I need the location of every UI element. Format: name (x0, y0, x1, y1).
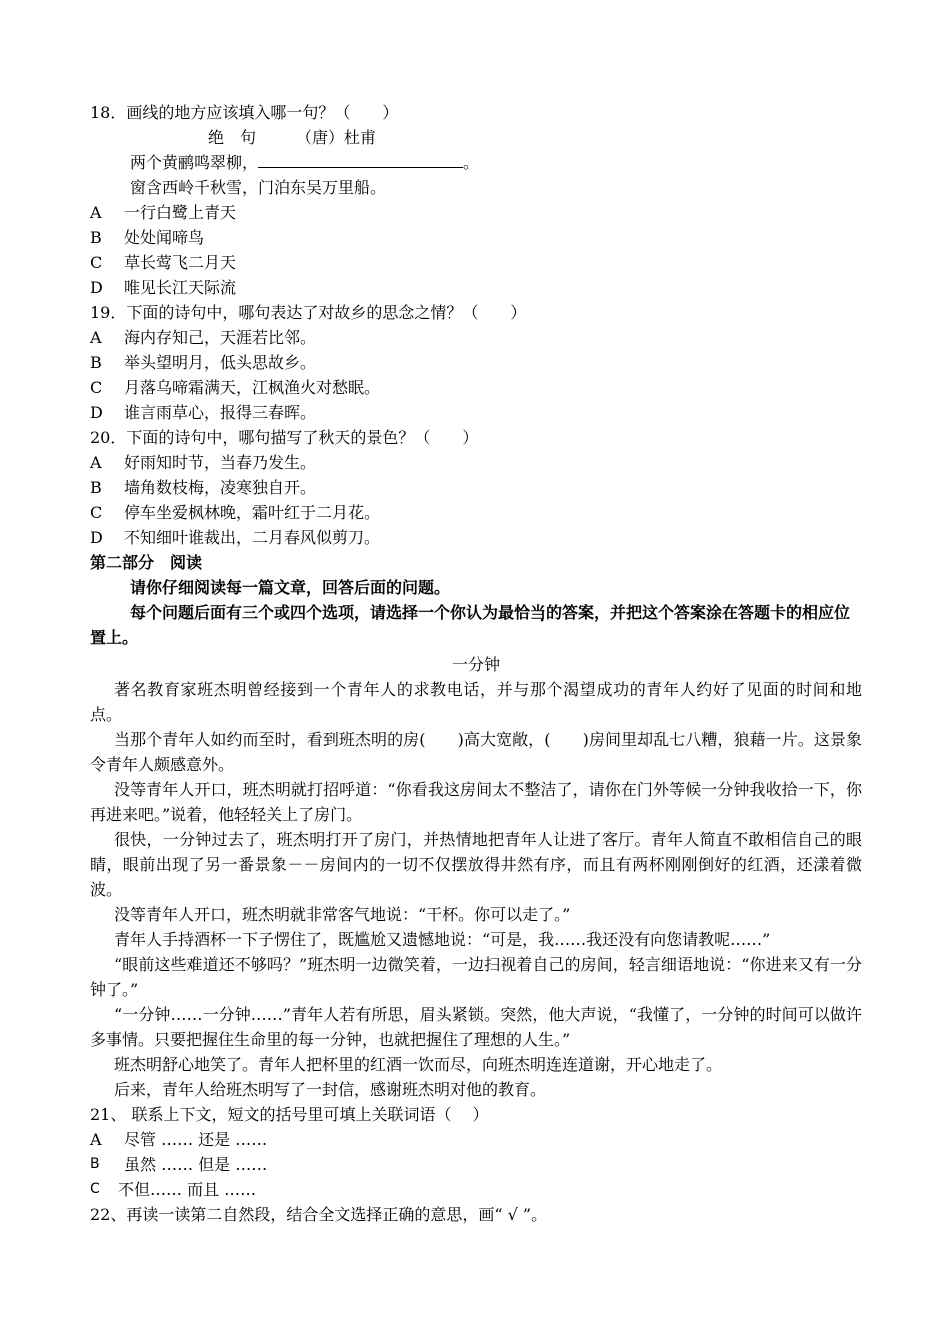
option-19-d[interactable] (90, 400, 862, 425)
option-letter: C (90, 253, 103, 272)
option-text: 举头望明月，低头思故乡。 (124, 353, 317, 372)
question-20-stem: 20．下面的诗句中，哪句描写了秋天的景色？（ ） (90, 428, 479, 447)
article-paragraph-7: “眼前这些难道还不够吗？”班杰明一边微笑着，一边扫视着自己的房间，轻言细语地说：“你进来又有一分钟了。” (90, 955, 862, 999)
part-2-heading: 第二部分 阅读 (90, 553, 203, 572)
option-21-a[interactable] (90, 1127, 862, 1152)
option-20-c[interactable] (90, 500, 862, 525)
option-18-a[interactable] (90, 200, 862, 225)
option-text: 唯见长江天际流 (124, 278, 237, 297)
option-text: 虽然 …… 但是 …… (124, 1155, 268, 1174)
option-letter: A (90, 203, 102, 222)
poem-title: 绝 句 (208, 128, 257, 147)
option-18-d[interactable] (90, 275, 862, 300)
option-text: 尽管 …… 还是 …… (124, 1130, 268, 1149)
option-letter: D (90, 278, 103, 297)
instruction-2-before: 每个问题后面有三个或四个选项，请选择一个你认为 (130, 603, 499, 622)
option-letter: B (90, 353, 102, 372)
poem-heading (90, 125, 862, 150)
article-paragraph-6: 青年人手持酒杯一下子愣住了，既尴尬又遗憾地说：“可是，我……我还没有向您请教呢……” (114, 930, 771, 949)
option-text: 不但…… 而且 …… (118, 1180, 257, 1199)
question-21-stem: 21、 联系上下文，短文的括号里可填上关联词语（ ） (90, 1105, 489, 1124)
poem-line-1-end: 。 (463, 153, 480, 172)
exam-page (90, 100, 862, 1227)
option-20-d[interactable] (90, 525, 862, 550)
article-paragraph-4: 很快，一分钟过去了，班杰明打开了房门，并热情地把青年人让进了客厅。青年人简直不敢相信自己的眼睛，眼前出现了另一番景象－－房间内的一切不仅摆放得井然有序，而且有两杯刚刚倒好的红酒，还漾着微波。 (90, 830, 862, 899)
option-19-b[interactable] (90, 350, 862, 375)
article-paragraph-5: 没等青年人开口，班杰明就非常客气地说：“干杯。你可以走了。” (114, 905, 571, 924)
option-text: 墙角数枝梅，凌寒独自开。 (124, 478, 317, 497)
option-letter: A (90, 1130, 102, 1149)
option-text: 不知细叶谁裁出，二月春风似剪刀。 (124, 528, 381, 547)
option-19-a[interactable] (90, 325, 862, 350)
option-letter: B (90, 228, 102, 247)
article-paragraph-10: 后来，青年人给班杰明写了一封信，感谢班杰明对他的教育。 (114, 1080, 547, 1099)
instruction-2 (90, 600, 862, 650)
option-21-b[interactable] (90, 1152, 862, 1177)
option-20-b[interactable] (90, 475, 862, 500)
instruction-2-after: 的答案，并把这个答案涂在答题卡的相应位置上。 (90, 603, 851, 647)
option-text: 处处闻啼鸟 (124, 228, 205, 247)
article-paragraph-1: 著名教育家班杰明曾经接到一个青年人的求教电话，并与那个渴望成功的青年人约好了见面的时间和地点。 (90, 680, 862, 724)
poem-author: （唐）杜甫 (296, 128, 377, 147)
option-letter: C (90, 503, 103, 522)
article-paragraph-8: “一分钟……一分钟……”青年人若有所思，眉头紧锁。突然，他大声说，“我懂了，一分钟的时间可以做许多事情。只要把握住生命里的每一分钟，也就把握住了理想的人生。” (90, 1005, 862, 1049)
article-title: 一分钟 (451, 655, 500, 674)
option-text: 月落乌啼霜满天，江枫渔火对愁眠。 (124, 378, 381, 397)
option-21-c[interactable] (90, 1177, 862, 1202)
option-18-b[interactable] (90, 225, 862, 250)
option-text: 好雨知时节，当春乃发生。 (124, 453, 317, 472)
option-letter: A (90, 453, 102, 472)
option-20-a[interactable] (90, 450, 862, 475)
option-18-c[interactable] (90, 250, 862, 275)
option-letter: B (90, 1156, 100, 1172)
option-text: 海内存知己，天涯若比邻。 (124, 328, 317, 347)
option-text: 草长莺飞二月天 (124, 253, 237, 272)
option-letter: A (90, 328, 102, 347)
option-letter: D (90, 403, 103, 422)
option-19-c[interactable] (90, 375, 862, 400)
article-paragraph-9: 班杰明舒心地笑了。青年人把杯里的红酒一饮而尽，向班杰明连连道谢，开心地走了。 (114, 1055, 723, 1074)
option-letter: C (90, 378, 103, 397)
article-paragraph-3: 没等青年人开口，班杰明就打招呼道：“你看我这房间太不整洁了，请你在门外等候一分钟我收拾一下，你再进来吧。”说着，他轻轻关上了房门。 (90, 780, 862, 824)
option-text: 谁言雨草心，报得三春晖。 (124, 403, 317, 422)
option-letter: C (90, 1181, 100, 1197)
question-22-stem: 22、再读一读第二自然段，结合全文选择正确的意思，画“ √ ”。 (90, 1205, 548, 1224)
option-letter: D (90, 528, 103, 547)
article-paragraph-2: 当那个青年人如约而至时，看到班杰明的房( )高大宽敞，( )房间里却乱七八糟，狼藉一片。这景象令青年人颇感意外。 (90, 730, 862, 774)
fill-blank (258, 150, 463, 168)
poem-line-1 (90, 150, 862, 175)
emphasis-mark: 最恰当 (498, 603, 547, 622)
option-text: 一行白鹭上青天 (124, 203, 237, 222)
option-letter: B (90, 478, 102, 497)
instruction-1: 请你仔细阅读每一篇文章，回答后面的问题。 (130, 578, 451, 597)
option-text: 停车坐爱枫林晚，霜叶红于二月花。 (124, 503, 381, 522)
poem-line-1-text: 两个黄鹂鸣翠柳， (130, 153, 259, 172)
question-19-stem: 19．下面的诗句中，哪句表达了对故乡的思念之情？（ ） (90, 303, 527, 322)
question-18-stem: 18．画线的地方应该填入哪一句？（ ） (90, 103, 399, 122)
poem-line-2: 窗含西岭千秋雪，门泊东吴万里船。 (130, 178, 387, 197)
